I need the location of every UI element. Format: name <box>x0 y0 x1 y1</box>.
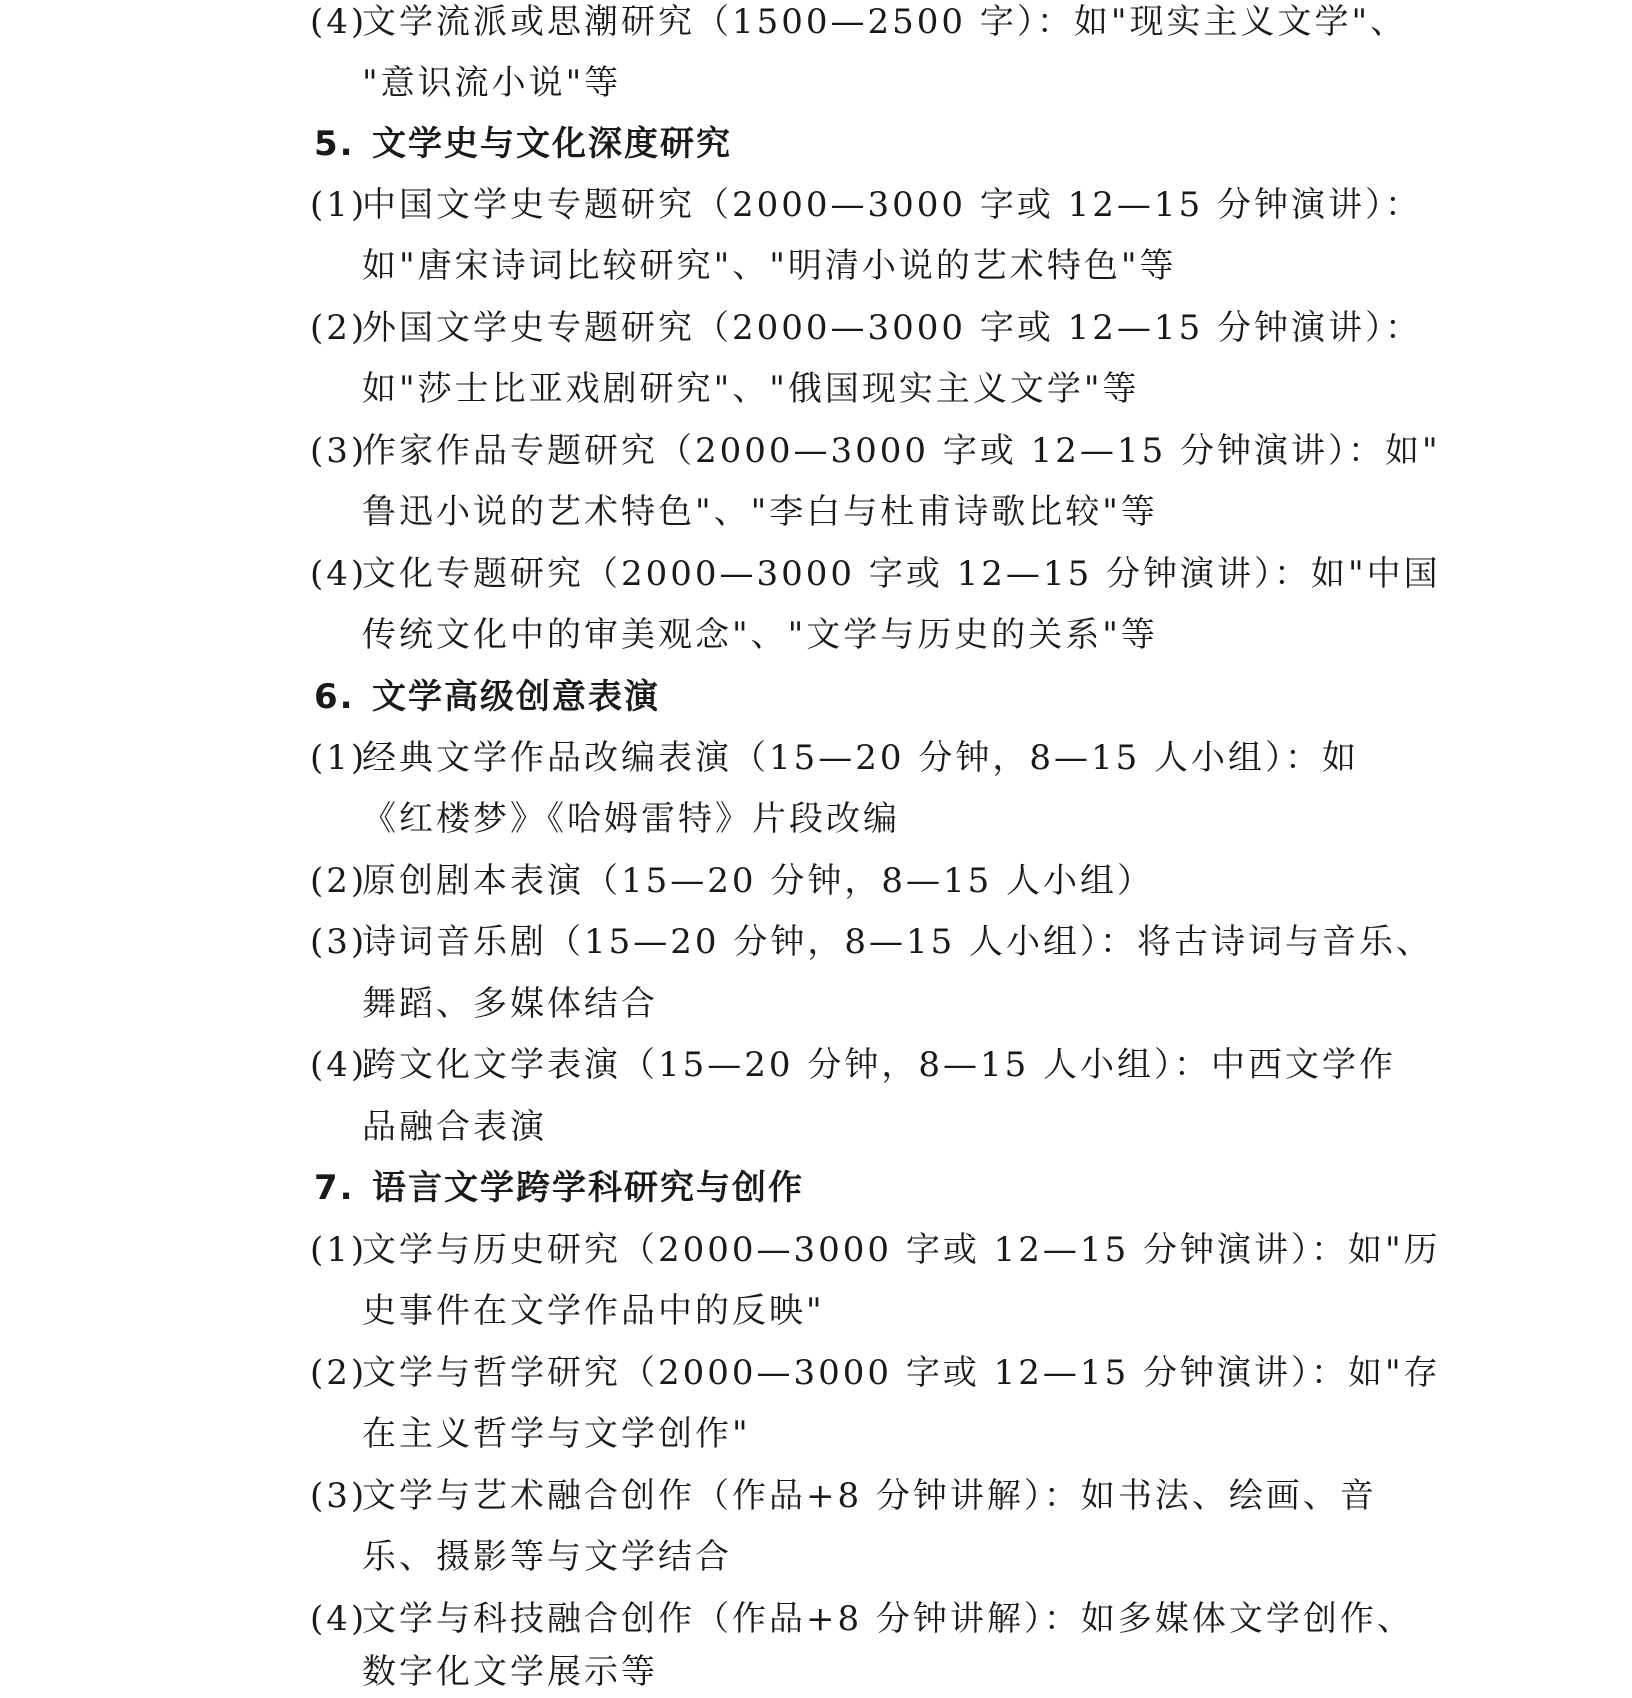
item-text-continued: 如"唐宋诗词比较研究"、"明清小说的艺术特色"等 <box>362 246 1177 286</box>
item-text-continued: 在主义哲学与文学创作" <box>362 1414 751 1454</box>
item-text-continued: 史事件在文学作品中的反映" <box>362 1291 825 1331</box>
item-text-continued: "意识流小说"等 <box>362 63 622 103</box>
item-number: (3) <box>310 431 368 471</box>
item-number: (1) <box>310 185 368 225</box>
item-text-continued: 《红楼梦》《哈姆雷特》片段改编 <box>362 799 900 839</box>
item-text: 原创剧本表演（15—20 分钟，8—15 人小组） <box>362 861 1155 901</box>
item-text: 文化专题研究（2000—3000 字或 12—15 分钟演讲）：如"中国 <box>362 554 1441 594</box>
item-number: (3) <box>310 922 368 962</box>
item-text-continued: 舞蹈、多媒体结合 <box>362 984 658 1024</box>
section-number: 5. <box>314 124 355 164</box>
section-number: 7. <box>314 1168 355 1208</box>
item-number: (2) <box>310 1353 368 1393</box>
item-text-continued: 乐、摄影等与文学结合 <box>362 1537 732 1577</box>
item-text: 文学与艺术融合创作（作品+8 分钟讲解）：如书法、绘画、音 <box>362 1476 1377 1516</box>
item-text: 作家作品专题研究（2000—3000 字或 12—15 分钟演讲）：如" <box>362 431 1441 471</box>
item-text: 外国文学史专题研究（2000—3000 字或 12—15 分钟演讲）： <box>362 308 1423 348</box>
item-text-continued: 品融合表演 <box>362 1107 547 1147</box>
section-heading <box>314 677 660 717</box>
item-text-continued: 如"莎士比亚戏剧研究"、"俄国现实主义文学"等 <box>362 369 1140 409</box>
item-number: (4) <box>310 1599 368 1639</box>
item-text-continued: 数字化文学展示等 <box>362 1652 658 1692</box>
item-text: 文学与科技融合创作（作品+8 分钟讲解）：如多媒体文学创作、 <box>362 1599 1414 1639</box>
item-text: 诗词音乐剧（15—20 分钟，8—15 人小组）：将古诗词与音乐、 <box>362 922 1434 962</box>
item-text: 跨文化文学表演（15—20 分钟，8—15 人小组）：中西文学作 <box>362 1045 1397 1085</box>
section-heading <box>314 1168 804 1208</box>
item-text: 经典文学作品改编表演（15—20 分钟，8—15 人小组）：如 <box>362 738 1360 778</box>
section-title: 文学高级创意表演 <box>372 677 660 717</box>
section-number: 6. <box>314 677 355 717</box>
item-number: (4) <box>310 2 368 42</box>
item-number: (3) <box>310 1476 368 1516</box>
item-text: 文学与哲学研究（2000—3000 字或 12—15 分钟演讲）：如"存 <box>362 1353 1441 1393</box>
item-text: 文学流派或思潮研究（1500—2500 字）：如"现实主义文学"、 <box>362 2 1408 42</box>
item-number: (1) <box>310 738 368 778</box>
section-title: 文学史与文化深度研究 <box>372 124 732 164</box>
item-number: (1) <box>310 1230 368 1270</box>
item-number: (4) <box>310 554 368 594</box>
item-number: (4) <box>310 1045 368 1085</box>
item-number: (2) <box>310 308 368 348</box>
item-text-continued: 鲁迅小说的艺术特色"、"李白与杜甫诗歌比较"等 <box>362 492 1158 532</box>
item-text: 文学与历史研究（2000—3000 字或 12—15 分钟演讲）：如"历 <box>362 1230 1441 1270</box>
item-text: 中国文学史专题研究（2000—3000 字或 12—15 分钟演讲）： <box>362 185 1423 225</box>
section-heading <box>314 124 732 164</box>
item-number: (2) <box>310 861 368 901</box>
item-text-continued: 传统文化中的审美观念"、"文学与历史的关系"等 <box>362 615 1158 655</box>
section-title: 语言文学跨学科研究与创作 <box>372 1168 804 1208</box>
